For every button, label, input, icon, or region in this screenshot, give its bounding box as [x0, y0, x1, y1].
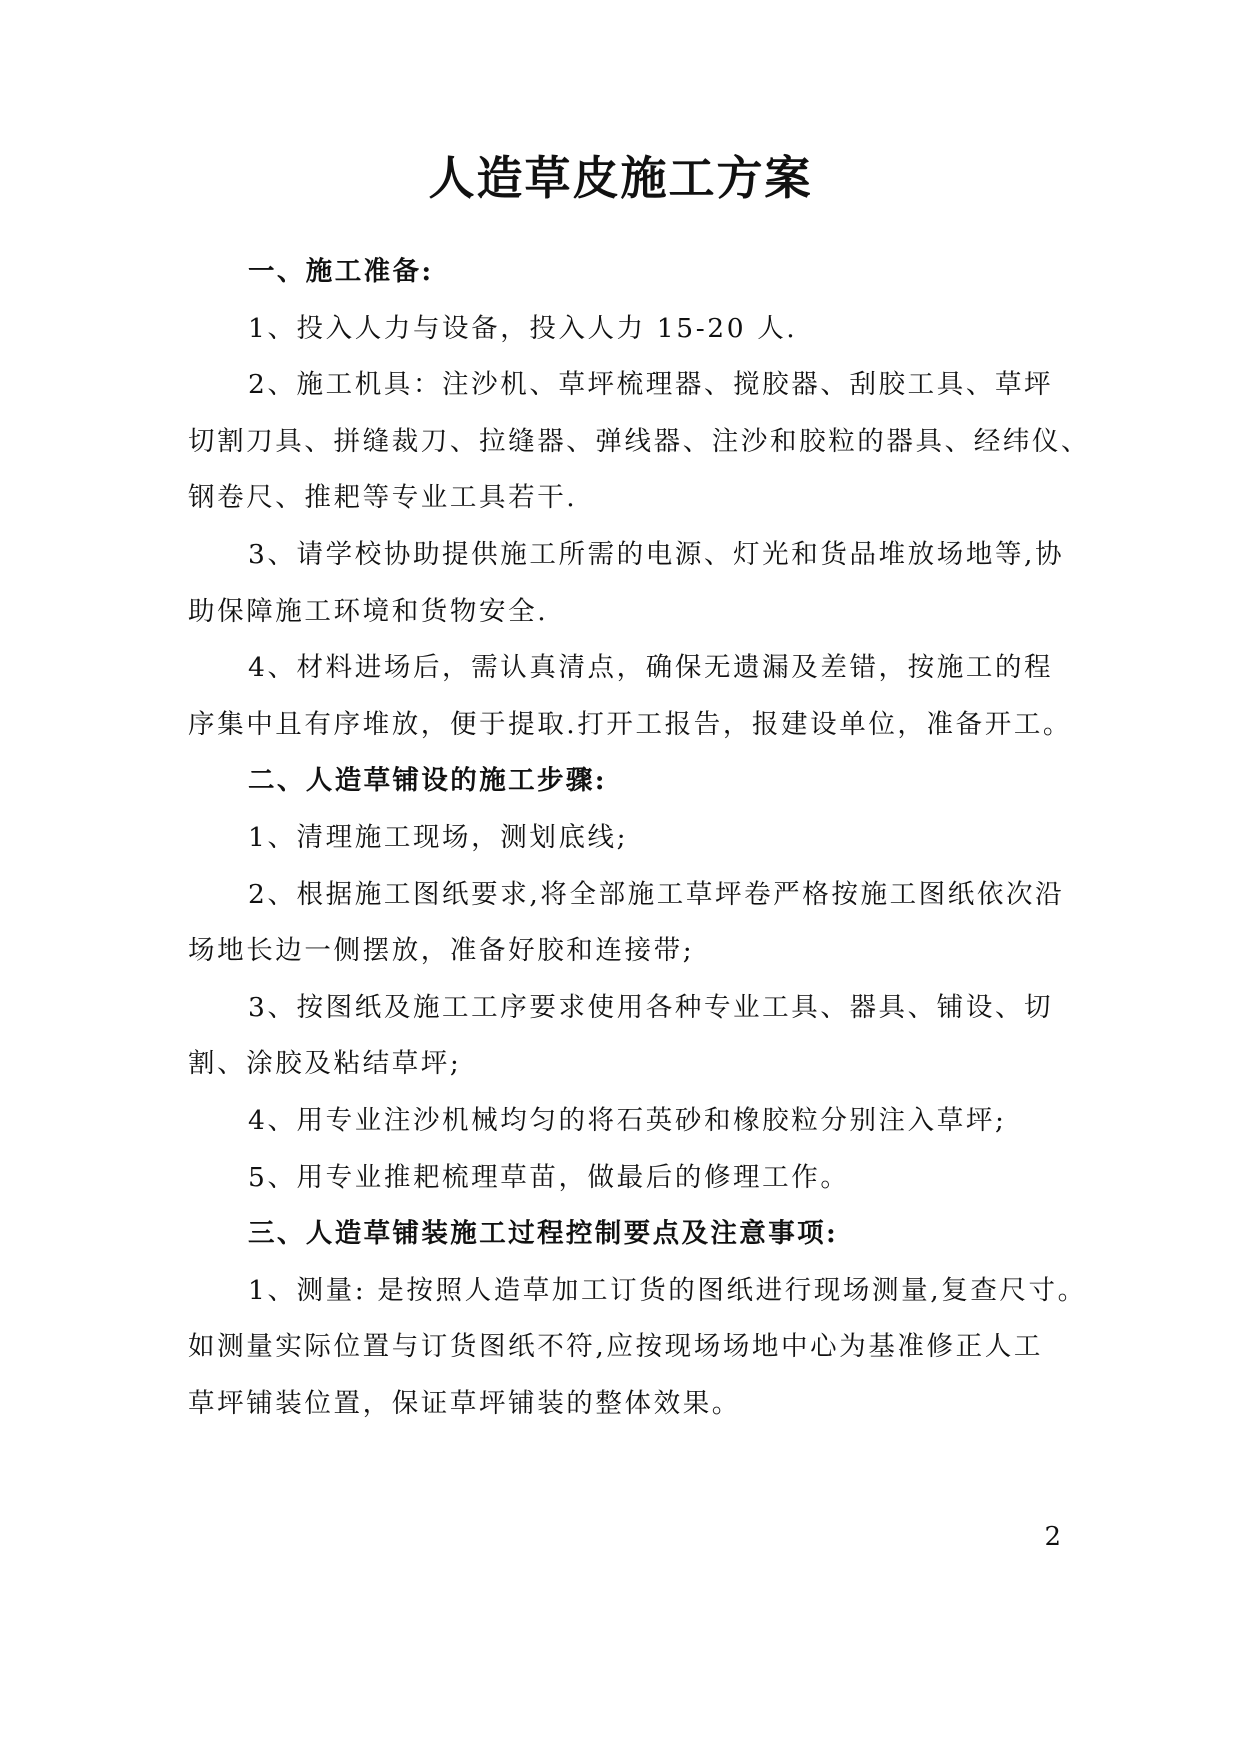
paragraph-line: 1、投入人力与设备，投入人力 15-20 人. [248, 312, 798, 344]
paragraph-line: 1、清理施工现场，测划底线; [248, 821, 629, 853]
paragraph-line: 3、请学校协助提供施工所需的电源、灯光和货品堆放场地等,协 [248, 538, 1065, 570]
section-heading: 一、施工准备: [248, 256, 434, 287]
paragraph-line: 如测量实际位置与订货图纸不符,应按现场场地中心为基准修正人工 [188, 1331, 1043, 1363]
paragraph-line: 割、涂胶及粘结草坪; [188, 1048, 462, 1080]
paragraph-line: 钢卷尺、推耙等专业工具若干. [188, 482, 578, 514]
paragraph-line: 5、用专业推耙梳理草苗，做最后的修理工作。 [248, 1161, 850, 1193]
paragraph-line: 草坪铺装位置，保证草坪铺装的整体效果。 [188, 1387, 741, 1419]
page-number: 2 [1044, 1522, 1061, 1552]
paragraph-line: 切割刀具、拼缝裁刀、拉缝器、弹线器、注沙和胶粒的器具、经纬仪、 [188, 425, 1091, 457]
paragraph-line: 1、测量: 是按照人造草加工订货的图纸进行现场测量,复查尺寸。 [248, 1274, 1087, 1306]
paragraph-line: 4、材料进场后，需认真清点，确保无遗漏及差错，按施工的程 [248, 652, 1054, 684]
section-heading: 二、人造草铺设的施工步骤: [248, 765, 607, 797]
paragraph-line: 序集中且有序堆放，便于提取.打开工报告，报建设单位，准备开工。 [188, 708, 1073, 740]
section-heading: 三、人造草铺装施工过程控制要点及注意事项: [248, 1218, 839, 1250]
document-body [188, 244, 1091, 1432]
paragraph-line: 3、按图纸及施工工序要求使用各种专业工具、器具、铺设、切 [248, 991, 1054, 1023]
paragraph-line: 助保障施工环境和货物安全. [188, 595, 549, 627]
paragraph-line: 2、施工机具：注沙机、草坪梳理器、搅胶器、刮胶工具、草坪 [248, 369, 1054, 401]
paragraph-line: 4、用专业注沙机械均匀的将石英砂和橡胶粒分别注入草坪; [248, 1104, 1007, 1136]
paragraph-line: 2、根据施工图纸要求,将全部施工草坪卷严格按施工图纸依次沿 [248, 878, 1065, 910]
paragraph-line: 场地长边一侧摆放，准备好胶和连接带; [188, 935, 695, 967]
document-title: 人造草皮施工方案 [428, 151, 813, 205]
